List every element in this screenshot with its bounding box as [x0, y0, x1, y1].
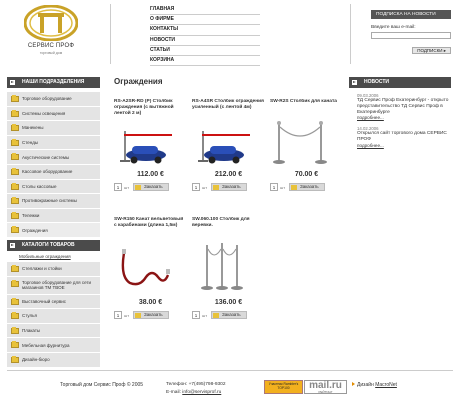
quantity-input[interactable]: 1: [192, 311, 200, 319]
folder-icon: [11, 357, 19, 363]
rope-posts-set-image[interactable]: [192, 237, 252, 295]
unit-label: шт: [280, 185, 286, 190]
buy-row: [270, 183, 343, 192]
product-card: [270, 99, 343, 192]
catalog-item-posters[interactable]: [7, 324, 100, 339]
divider: [110, 4, 111, 64]
catalog-item-design[interactable]: [7, 353, 100, 368]
arrow-right-icon: [352, 382, 355, 386]
folder-icon: [11, 266, 19, 272]
subscribe-box: [371, 10, 451, 60]
subscribe-button-label: ПОДПИСКИ: [417, 48, 443, 53]
order-button[interactable]: [133, 311, 169, 319]
product-title[interactable]: SW.060.100 Столбик для веревки.: [192, 217, 250, 228]
mailru-rating-badge[interactable]: [304, 380, 347, 394]
folder-icon: [11, 342, 19, 348]
product-price: 38.00 €: [138, 299, 163, 306]
sidebar-item-cash-desks[interactable]: [7, 180, 100, 195]
catalog-item-exhibition[interactable]: [7, 295, 100, 310]
arrow-right-icon: ▸: [443, 48, 446, 53]
folder-icon: [11, 125, 19, 131]
subscribe-label: Введите ваш e-mail:: [371, 25, 416, 30]
sidebar-item-label: Торговое оборудование для сети магазинов ТМ ТВОЕ: [22, 280, 92, 291]
sidebar-item-label: Стулья: [22, 313, 37, 319]
sidebar-item-mannequins[interactable]: [7, 121, 100, 136]
footer-divider: [7, 370, 453, 371]
car-barrier-image[interactable]: [114, 129, 174, 167]
sidebar-item-stands[interactable]: [7, 136, 100, 151]
email-label: E-mail:: [166, 390, 181, 395]
mailru-rating-label: РЕЙТИНГ: [318, 390, 333, 394]
sidebar-item-label: Ограждения: [22, 227, 48, 233]
nav-about[interactable]: О ФИРМЕ: [150, 15, 260, 25]
subscribe-button[interactable]: [412, 47, 451, 54]
catalog-item-furniture[interactable]: [7, 338, 100, 353]
folder-icon: [11, 184, 19, 190]
folder-icon: [11, 96, 19, 102]
order-button[interactable]: [211, 183, 247, 191]
product-card: [114, 99, 187, 192]
car-barrier-image[interactable]: [192, 129, 252, 167]
sidebar-item-label: Стеллажи и стойки: [22, 266, 62, 272]
design-link[interactable]: MacroNet: [375, 382, 397, 388]
news-text: Открылся сайт торгового дома СЕРВИС ПРОФ: [357, 131, 447, 143]
header: [0, 0, 460, 68]
arrow-right-icon: [10, 243, 15, 248]
product-title[interactable]: RS-A4SR Столбик ограждения усиленный (с лентой 4м): [192, 99, 264, 110]
buy-row: [114, 311, 187, 320]
news-more-link[interactable]: подробнее...: [357, 142, 384, 148]
sidebar-item-label: Противокражные системы: [22, 198, 77, 204]
sidebar-item-label: Мебельная фурнитура: [22, 342, 70, 348]
logo[interactable]: [20, 5, 82, 63]
mailru-logo: mail.ru: [309, 380, 342, 391]
product-card: [114, 217, 187, 320]
product-price: 112.00 €: [137, 171, 164, 178]
cart-icon: [213, 185, 219, 190]
order-button-label: Заказать: [144, 312, 163, 317]
sidebar-item-lighting[interactable]: [7, 107, 100, 122]
product-title[interactable]: SW-R2S Столбик для каната: [270, 99, 337, 104]
divisions-header: [7, 77, 100, 88]
order-button-label: Заказать: [144, 184, 163, 189]
unit-label: шт: [124, 185, 130, 190]
design-credit: [352, 382, 397, 388]
folder-icon: [11, 198, 19, 204]
folder-icon: [11, 140, 19, 146]
unit-label: шт: [202, 185, 208, 190]
arrow-right-icon: [10, 80, 15, 85]
folder-icon: [11, 313, 19, 319]
order-button[interactable]: [133, 183, 169, 191]
sidebar-item-label: Стенды: [22, 140, 39, 146]
sidebar-item-acoustics[interactable]: [7, 150, 100, 165]
order-button[interactable]: [211, 311, 247, 319]
sidebar-item-barriers[interactable]: [7, 223, 100, 238]
quantity-input[interactable]: 1: [192, 183, 200, 191]
cart-icon: [135, 185, 141, 190]
email-line: [166, 390, 221, 395]
order-button-label: Заказать: [222, 312, 241, 317]
buy-row: [114, 183, 187, 192]
cart-icon: [213, 313, 219, 318]
logo-mark-icon: [24, 5, 78, 41]
brand-tagline: торговый дом: [39, 51, 63, 55]
catalog-header: [7, 240, 100, 251]
brand-name: СЕРВИС ПРОФ: [27, 43, 75, 49]
folder-icon: [11, 299, 19, 305]
arrow-right-icon: [352, 80, 357, 85]
sidebar-item-label: Системы освещения: [22, 110, 66, 116]
product-price: 136.00 €: [214, 299, 243, 306]
copyright: Торговый дом Сервис Проф © 2005: [60, 382, 144, 388]
sidebar-item-anti-theft[interactable]: [7, 194, 100, 209]
folder-icon: [11, 154, 19, 160]
sidebar-item-label: Торговое оборудование: [22, 96, 72, 102]
order-button[interactable]: [289, 183, 325, 191]
subscribe-title: ПОДПИСКА НА НОВОСТИ: [371, 10, 451, 19]
nav-contacts[interactable]: КОНТАКТЫ: [150, 25, 260, 35]
nav-articles[interactable]: СТАТЬИ: [150, 46, 260, 56]
product-price: 212.00 €: [214, 171, 243, 178]
sidebar-item-label: Тележки: [22, 213, 40, 219]
product-card: [192, 99, 265, 192]
sidebar-item-label: Акустические системы: [22, 154, 70, 160]
nav-news[interactable]: НОВОСТИ: [150, 36, 260, 46]
catalog-item-chairs[interactable]: [7, 309, 100, 324]
divisions-title: НАШИ ПОДРАЗДЕЛЕНИЯ: [22, 79, 85, 85]
sidebar-item-cash-equipment[interactable]: [7, 165, 100, 180]
page-title: Ограждения: [114, 77, 163, 86]
sidebar-item-label: Кассовое оборудование: [22, 169, 73, 175]
product-title[interactable]: RS-A2SR-RD (P) Столбик ограждения (с вытяжной лентой 2 м): [114, 99, 174, 116]
catalog-link-mobile-barriers[interactable]: Мобильные ограждения: [7, 251, 100, 262]
quantity-input[interactable]: 1: [114, 183, 122, 191]
email-field[interactable]: [371, 32, 451, 39]
top-nav: [150, 5, 260, 66]
news-header: [349, 77, 451, 88]
catalog-item-shelving[interactable]: [7, 262, 100, 277]
catalog-item-tvoe[interactable]: [7, 277, 100, 295]
buy-row: [192, 183, 265, 192]
sidebar-item-label: Выставочный сервис: [22, 298, 66, 304]
velvet-rope-image[interactable]: [114, 247, 174, 295]
folder-icon: [11, 213, 19, 219]
nav-cart[interactable]: КОРЗИНА: [150, 56, 260, 66]
quantity-input[interactable]: 1: [270, 183, 278, 191]
unit-label: шт: [124, 313, 130, 318]
main-content: [114, 77, 344, 318]
sidebar-item-label: Дизайн-бюро: [22, 357, 50, 363]
cart-icon: [291, 185, 297, 190]
product-title[interactable]: SW-R150 Канат вельветовый с карабинами (длина 1,5м): [114, 217, 184, 228]
email-link[interactable]: info@servisprof.ru: [182, 390, 222, 395]
rope-post-image[interactable]: [270, 119, 330, 167]
folder-icon: [11, 328, 19, 334]
sidebar-item-label: Плакаты: [22, 328, 41, 334]
rambler-top100-badge[interactable]: Участник Rambler's TOP100: [264, 380, 303, 394]
design-label: Дизайн: [357, 382, 374, 388]
news-item: [349, 126, 451, 149]
cart-icon: [135, 313, 141, 318]
news-more-link[interactable]: подробнее...: [357, 115, 384, 121]
news-title: НОВОСТИ: [364, 79, 390, 85]
divider: [350, 4, 351, 64]
folder-icon: [11, 111, 19, 117]
phone: Телефон: +7(495)798-9302: [166, 382, 226, 387]
folder-icon: [11, 281, 19, 287]
sidebar-item-label: Столы кассовые: [22, 183, 57, 189]
nav-home[interactable]: ГЛАВНАЯ: [150, 5, 260, 15]
news-item: [349, 93, 451, 121]
product-card: [192, 217, 265, 320]
sidebar-item-retail-equipment[interactable]: [7, 92, 100, 107]
buy-row: [192, 311, 265, 320]
left-sidebar: [7, 77, 100, 368]
news-text: ТД Сервис Проф Екатеринбург - открыто представительство ТД Сервис Проф в Екатеринбурге: [357, 98, 449, 115]
sidebar-item-label: Манекены: [22, 125, 44, 131]
right-sidebar: [349, 77, 451, 149]
news-date: 09.03.2006: [357, 93, 379, 98]
folder-icon: [11, 227, 19, 233]
footer: [0, 378, 460, 407]
order-button-label: Заказать: [222, 184, 241, 189]
order-button-label: Заказать: [300, 184, 319, 189]
unit-label: шт: [202, 313, 208, 318]
news-date: 14.02.2006: [357, 126, 379, 132]
quantity-input[interactable]: 1: [114, 311, 122, 319]
catalog-title: КАТАЛОГИ ТОВАРОВ: [22, 241, 75, 248]
sidebar-item-trolleys[interactable]: [7, 209, 100, 224]
product-price: 70.00 €: [294, 171, 319, 178]
folder-icon: [11, 169, 19, 175]
